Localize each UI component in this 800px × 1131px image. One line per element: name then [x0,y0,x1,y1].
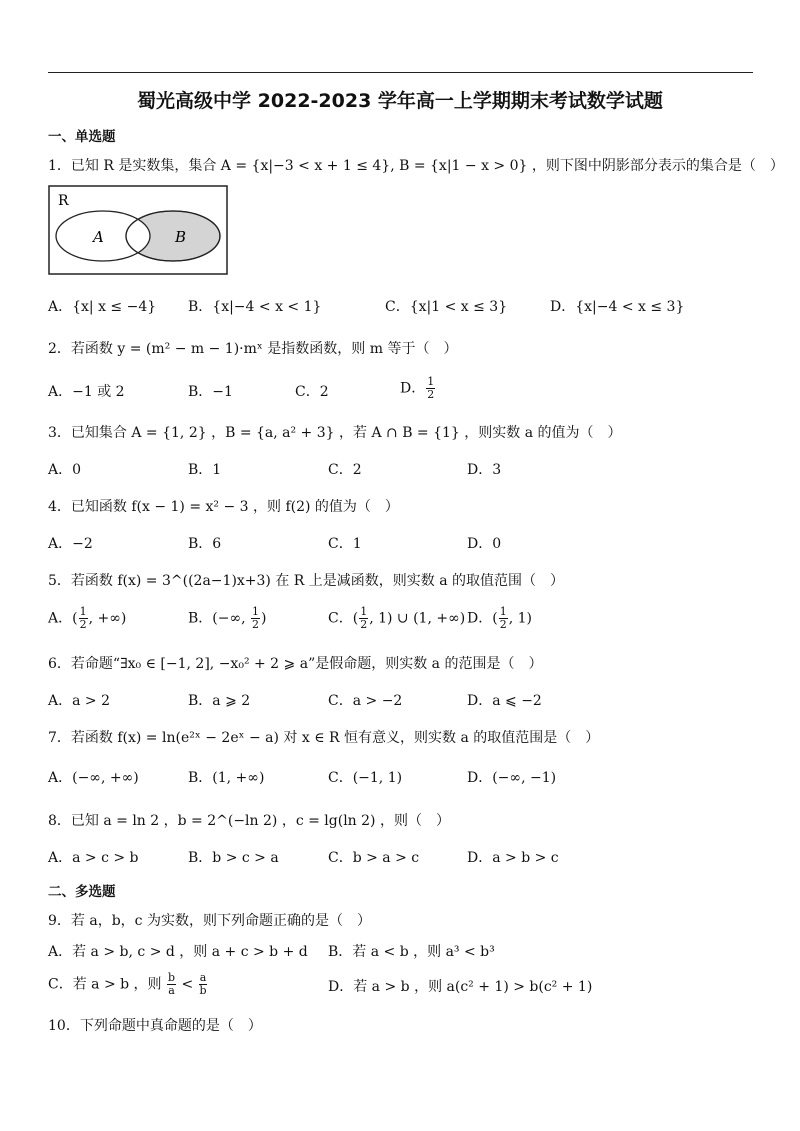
q5-option-c: C．( $\frac{1}{2}$ , 1) ∪ (1, +∞) [328,605,466,631]
q7-option-a: A．(−∞, +∞) [48,770,139,786]
section-multi-choice: 二、多选题 [48,884,116,900]
q6-option-b: B．a ⩾ 2 [188,693,251,709]
q6-option-a: A．a > 2 [48,693,110,709]
q5-option-d: D．( $\frac{1}{2}$ , 1) [467,605,532,631]
venn-label-a: A [93,228,104,246]
q5-option-a: A．( $\frac{1}{2}$ , +∞) [48,605,127,631]
q1-option-a: A．{x| x ≤ −4} [48,299,157,315]
q7-option-d: D．(−∞, −1) [467,770,557,786]
venn-label-b: B [175,228,187,246]
q8-option-a: A．a > c > b [48,850,139,866]
page-title: 蜀光高级中学 2022-2023 学年高一上学期期末考试数学试题 [137,90,663,112]
venn-universe-label: R [58,193,69,209]
venn-diagram [48,185,228,275]
header-rule [48,72,753,73]
question-3-stem: 3．已知集合 A = {1, 2} ，B = {a, a² + 3} ，若 A ∩ B = {1} ，则实数 a 的值为（ ） [48,425,622,441]
q4-option-c: C．1 [328,536,362,552]
q4-option-a: A．−2 [48,536,93,552]
question-7-stem: 7．若函数 f(x) = ln(e²ˣ − 2eˣ − a) 对 x ∈ R 恒有意义，则实数 a 的取值范围是（ ） [48,730,600,746]
q8-option-c: C．b > a > c [328,850,420,866]
question-8-stem: 8．已知 a = ln 2 ，b = 2^(−ln 2) ，c = lg(ln 2) ，则（ ） [48,813,450,829]
q2-option-a: A．−1 或 2 [48,384,125,400]
question-4-stem: 4．已知函数 f(x − 1) = x² − 3 ，则 f(2) 的值为（ ） [48,499,399,515]
q3-option-a: A．0 [48,462,82,478]
q8-option-d: D．a > b > c [467,850,559,866]
q1-option-b: B．{x|−4 < x < 1} [188,299,322,315]
q1-option-d: D．{x|−4 < x ≤ 3} [550,299,685,315]
q4-option-b: B．6 [188,536,222,552]
question-2-stem: 2．若函数 y = (m² − m − 1)·mˣ 是指数函数，则 m 等于（ ） [48,341,458,357]
q9-option-d: D．若 a > b ，则 a(c² + 1) > b(c² + 1) [328,979,593,995]
q7-option-b: B．(1, +∞) [188,770,265,786]
question-1-stem: 1．已知 R 是实数集，集合 A = {x|−3 < x + 1 ≤ 4}, B = {x|1 − x > 0} ，则下图中阴影部分表示的集合是（ ） [48,158,784,174]
q9-option-b: B．若 a < b ，则 a³ < b³ [328,944,495,960]
q2-option-b: B．−1 [188,384,233,400]
q6-option-c: C．a > −2 [328,693,403,709]
question-5-stem: 5．若函数 f(x) = 3^((2a−1)x+3) 在 R 上是减函数，则实数 a 的取值范围（ ） [48,573,565,589]
q8-option-b: B．b > c > a [188,850,279,866]
q2-option-d: D． $\frac{1}{2}$ [400,375,435,401]
question-10-stem: 10．下列命题中真命题的是（ ） [48,1018,262,1034]
question-9-stem: 9．若 a，b，c 为实数，则下列命题正确的是（ ） [48,913,371,929]
q2-option-c: C．2 [295,384,329,400]
q5-option-b: B．(−∞, $\frac{1}{2}$ ) [188,605,267,631]
question-6-stem: 6．若命题“∃x₀ ∈ [−1, 2], −x₀² + 2 ⩾ a”是假命题，则实数 a 的范围是（ ） [48,656,543,672]
q6-option-d: D．a ⩽ −2 [467,693,542,709]
q1-option-c: C．{x|1 < x ≤ 3} [385,299,508,315]
q7-option-c: C．(−1, 1) [328,770,403,786]
q3-option-d: D．3 [467,462,502,478]
q4-option-d: D．0 [467,536,502,552]
q3-option-b: B．1 [188,462,222,478]
section-single-choice: 一、单选题 [48,129,116,145]
q3-option-c: C．2 [328,462,362,478]
q9-option-a: A．若 a > b, c > d ，则 a + c > b + d [48,944,308,960]
q9-option-c: C．若 a > b ，则 $\frac{b}{a}$ < $\frac{a}{b}$ [48,971,207,997]
